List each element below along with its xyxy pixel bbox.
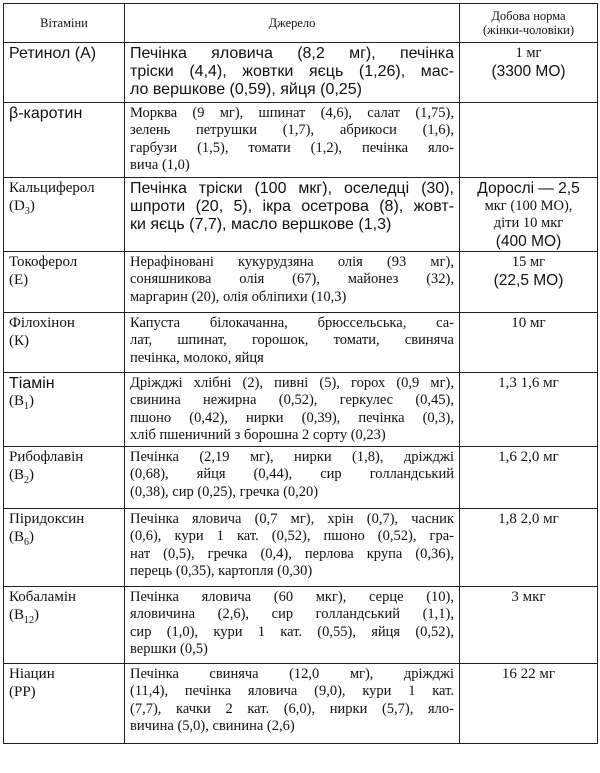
daily-norm-line: (3300 МО) <box>491 62 566 80</box>
vitamin-name-cell <box>4 664 125 744</box>
vitamin-name-cell <box>4 43 125 103</box>
table-row <box>4 587 598 664</box>
source-line: тріски (4,4), жовтки яєць (1,26), мас- <box>130 63 454 81</box>
source-line: Печінка яловича (0,7 мг), хрін (0,7), часник <box>130 511 454 527</box>
table-row <box>4 252 598 313</box>
table-body <box>4 43 598 744</box>
vitamin-code: $(В_1)$ <box>9 392 34 412</box>
source-line: Нерафіновані кукурудзяна олія (93 мг), <box>130 254 454 270</box>
source-line: яловичина (2,6), сир голландський (1,1), <box>130 606 454 623</box>
source-cell <box>125 509 460 587</box>
daily-norm-line: 1 мг <box>515 45 542 61</box>
source-cell <box>125 587 460 664</box>
table-row <box>4 43 598 103</box>
daily-norm-cell <box>460 252 598 313</box>
vitamin-table-page <box>3 3 597 744</box>
source-line: вичина (5,0), свинина (2,6) <box>130 718 295 735</box>
header-norm-line1: Добова норма <box>491 9 566 23</box>
vitamin-name-cell <box>4 587 125 664</box>
daily-norm-line: Дорослі — 2,5 <box>477 180 580 197</box>
source-line: (0,38), сир (0,25), гречка (0,20) <box>130 483 319 500</box>
vitamin-name-cell <box>4 178 125 252</box>
source-cell <box>125 43 460 103</box>
vitamin-name: Кальциферол <box>9 180 95 196</box>
source-line: пшоно (0,42), нирки (0,39), печінка (0,3), <box>130 409 454 426</box>
source-line: свинина нежирна (0,52), геркулес (0,45), <box>130 392 454 409</box>
header-vitamin: Вітаміни <box>4 4 125 43</box>
source-line: соняшникова олія (67), майонез (32), <box>130 271 454 288</box>
vitamin-name: Рибофлавін <box>9 449 84 465</box>
source-cell <box>125 447 460 509</box>
vitamin-name-cell <box>4 509 125 587</box>
vitamin-code: (К) <box>9 332 29 349</box>
daily-norm-line: (22,5 МО) <box>493 271 564 289</box>
vitamin-name: Тіамін <box>9 375 55 392</box>
source-line: Печінка яловича (60 мкг), серце (10), <box>130 589 454 605</box>
source-line: хліб пшеничний з борошна 2 сорту (0,23) <box>130 427 386 444</box>
vitamin-name: Кобаламін <box>9 589 77 605</box>
source-line: гарбузи (1,5), томати (1,2), печінка яло- <box>130 139 454 156</box>
table-row <box>4 178 598 252</box>
table-row <box>4 447 598 509</box>
header-source: Джерело <box>125 4 460 43</box>
source-line: сир (1,0), кури 1 кат. (0,55), яйця (0,52), <box>130 623 454 640</box>
daily-norm-cell <box>460 178 598 252</box>
header-row <box>4 4 598 43</box>
source-line: (11,4), печінка яловича (9,0), кури 1 кат. <box>130 683 454 700</box>
header-norm-line2: (жінки-чоловіки) <box>482 23 575 37</box>
source-line: маргарин (20), олія обліпихи (10,3) <box>130 288 347 305</box>
source-line: вича (1,0) <box>130 157 190 174</box>
daily-norm-cell <box>460 43 598 103</box>
source-line: (0,6), кури 1 кат. (0,52), пшоно (0,52), гра- <box>130 528 454 545</box>
vitamin-name: β-каротин <box>9 105 83 122</box>
source-line: ло вершкове (0,59), яйця (0,25) <box>130 81 362 99</box>
header-daily-norm <box>460 4 598 43</box>
vitamin-code: $(D_3)$ <box>9 197 35 217</box>
source-line: перець (0,35), картопля (0,30) <box>130 563 313 580</box>
daily-norm-cell <box>460 664 598 744</box>
vitamin-code: (РР) <box>9 683 36 700</box>
vitamin-code: $(В_2)$ <box>9 466 34 486</box>
source-cell <box>125 664 460 744</box>
source-cell <box>125 103 460 178</box>
daily-norm-line: 1,6 2,0 мг <box>498 449 559 465</box>
daily-norm-line: 3 мкг <box>511 589 546 605</box>
daily-norm-line: 1,8 2,0 мг <box>498 511 559 527</box>
source-line: шпроти (20, 5), ікра осетрова (8), жовт- <box>130 198 454 216</box>
daily-norm-line: мкг (100 МО), <box>484 197 573 214</box>
daily-norm-line: 1,3 1,6 мг <box>498 375 559 391</box>
daily-norm-line: 10 мг <box>511 315 546 331</box>
vitamin-name-cell <box>4 313 125 373</box>
table-row <box>4 103 598 178</box>
daily-norm-line: діти 10 мкг <box>493 215 564 231</box>
source-cell <box>125 252 460 313</box>
daily-norm-line: 15 мг <box>511 254 546 270</box>
vitamin-name-cell <box>4 373 125 447</box>
table-row <box>4 664 598 744</box>
daily-norm-cell <box>460 103 598 178</box>
source-line: лат, шпинат, горошок, томати, свиняча <box>130 332 454 349</box>
source-line: Печінка тріски (100 мкг), оселедці (30), <box>130 180 454 197</box>
source-line: Печінка (2,19 мг), нирки (1,8), дріжджі <box>130 449 454 465</box>
source-line: (7,7), качки 2 кат. (6,0), нирки (5,7), яло- <box>130 700 454 717</box>
table-row <box>4 509 598 587</box>
vitamin-name: Ніацин <box>9 666 55 682</box>
source-line: нат (0,5), гречка (0,4), перлова крупа (0,36), <box>130 545 454 562</box>
daily-norm-cell <box>460 447 598 509</box>
vitamin-name: Токоферол <box>9 254 78 270</box>
vitamin-name-cell <box>4 252 125 313</box>
source-line: (0,68), яйця (0,44), сир голландський <box>130 466 454 483</box>
source-cell <box>125 178 460 252</box>
vitamin-name-cell <box>4 447 125 509</box>
vitamin-table <box>3 3 598 744</box>
source-line: Печінка свиняча (12,0 мг), дріжджі <box>130 666 454 682</box>
source-line: Печінка яловича (8,2 мг), печінка <box>130 45 454 62</box>
daily-norm-cell <box>460 587 598 664</box>
vitamin-name-cell <box>4 103 125 178</box>
source-line: зелень петрушки (1,7), абрикоси (1,6), <box>130 122 454 139</box>
vitamin-code: $(В_{12})$ <box>9 606 39 626</box>
vitamin-name: Ретинол (А) <box>9 45 97 62</box>
daily-norm-line: (400 МО) <box>495 232 562 250</box>
source-line: Морква (9 мг), шпинат (4,6), салат (1,75), <box>130 105 454 121</box>
vitamin-name: Піридоксин <box>9 511 85 527</box>
vitamin-code: (Е) <box>9 271 29 288</box>
daily-norm-cell <box>460 313 598 373</box>
vitamin-name: Філохінон <box>9 315 75 331</box>
source-line: ки яєць (7,7), масло вершкове (1,3) <box>130 216 392 234</box>
source-line: Капуста білокачанна, брюссельська, са- <box>130 315 454 331</box>
source-line: вершки (0,5) <box>130 641 208 658</box>
vitamin-code: $(В_6)$ <box>9 528 34 548</box>
daily-norm-cell <box>460 373 598 447</box>
source-line: печінка, молоко, яйця <box>130 349 264 366</box>
table-row <box>4 313 598 373</box>
daily-norm-cell <box>460 509 598 587</box>
table-row <box>4 373 598 447</box>
daily-norm-line: 16 22 мг <box>501 666 556 682</box>
source-cell <box>125 373 460 447</box>
source-line: Дріжджі хлібні (2), пивні (5), горох (0,9 мг), <box>130 375 454 391</box>
source-cell <box>125 313 460 373</box>
